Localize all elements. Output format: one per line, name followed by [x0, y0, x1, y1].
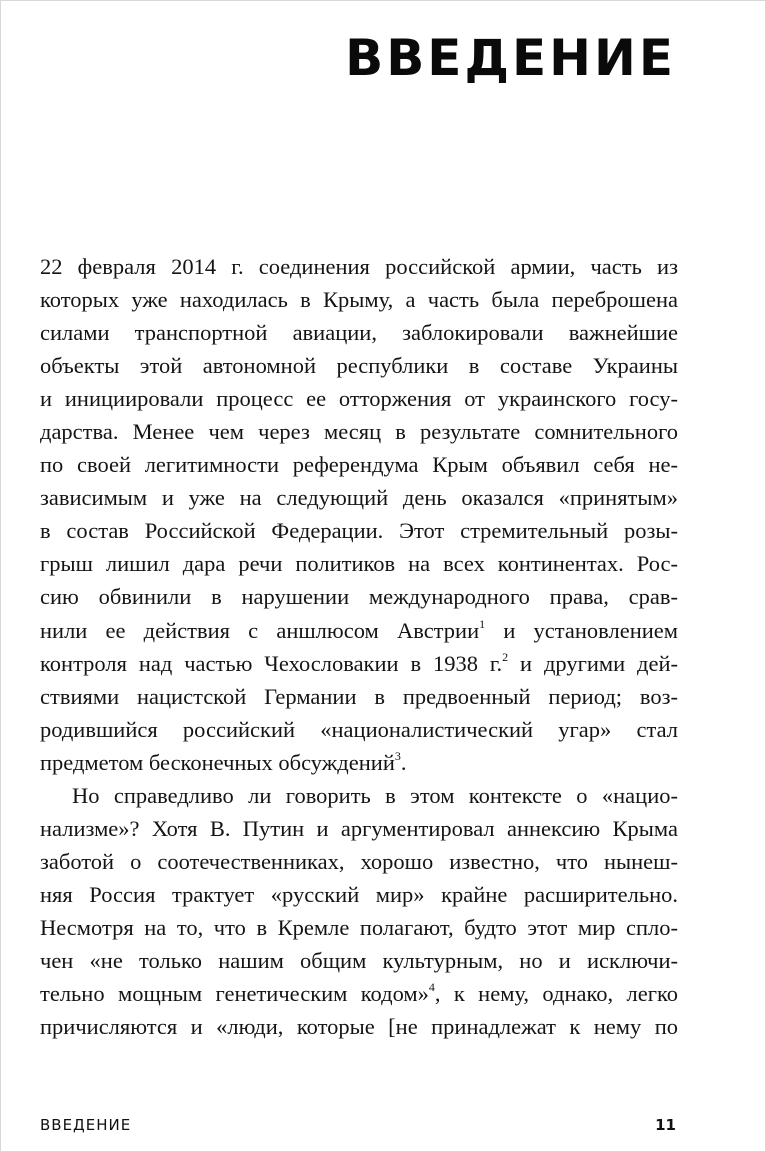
- text-segment: , к нему, однако, легко: [434, 981, 678, 1007]
- text-line: Несмотря на то, что в Кремле полагают, будто этот мир спло-: [40, 914, 678, 940]
- text-line: зависимым и уже на следующий день оказался «принятым»: [40, 485, 678, 511]
- text-segment: контроля над частью Чехословакии в 1938 г.: [40, 650, 503, 676]
- chapter-title: ВВЕДЕНИЕ: [345, 29, 676, 87]
- footnote-ref[interactable]: 1: [479, 616, 486, 631]
- text-line: сию обвинили в нарушении международного права, срав-: [40, 584, 678, 610]
- text-line: объекты этой автономной республики в составе Украины: [40, 353, 678, 379]
- page-number: 11: [655, 1116, 676, 1134]
- text-line: причисляются и «люди, которые [не принадлежат к нему по: [40, 1014, 678, 1040]
- footnote-ref[interactable]: 2: [502, 649, 509, 664]
- body-text: [40, 250, 678, 1043]
- text-segment: и установлением: [503, 617, 679, 643]
- text-line: чен «не только нашим общим культурным, но и исключи-: [40, 947, 678, 973]
- text-segment: нили ее действия с аншлюсом Австрии: [40, 617, 480, 643]
- text-line: нализме»? Хотя В. Путин и аргументировал аннексию Крыма: [40, 815, 678, 841]
- text-segment: тельно мощным генетическим кодом»: [40, 981, 429, 1007]
- text-line: няя Россия трактует «русский мир» крайне расширительно.: [40, 881, 678, 907]
- text-line: по своей легитимности референдума Крым объявил себя не-: [40, 452, 678, 478]
- running-head: ВВЕДЕНИЕ: [40, 1116, 132, 1134]
- text-segment: предметом бесконечных обсуждений: [40, 749, 395, 775]
- text-line: и инициировали процесс ее отторжения от украинского госу-: [40, 386, 678, 412]
- text-line: 22 февраля 2014 г. соединения российской армии, часть из: [40, 254, 678, 279]
- text-line: предметом бесконечных обсуждений$^3$.: [40, 748, 407, 775]
- text-line: в состав Российской Федерации. Этот стремительный розы-: [40, 518, 678, 544]
- text-segment: и другими дей-: [520, 650, 679, 676]
- text-line: дарства. Менее чем через месяц в результате сомнительного: [40, 419, 678, 445]
- footnote-ref[interactable]: 4: [428, 980, 435, 995]
- text-line: [40, 614, 678, 647]
- text-line: [40, 647, 678, 680]
- text-line: грыш лишил дара речи политиков на всех континентах. Рос-: [40, 551, 678, 577]
- text-line: [40, 977, 678, 1010]
- footnote-ref[interactable]: 3: [394, 748, 401, 763]
- text-line: родившийся российский «националистический угар» стал: [40, 716, 678, 742]
- text-line: силами транспортной авиации, заблокировали важнейшие: [40, 320, 678, 346]
- text-line: ствиями нацистской Германии в предвоенный период; воз-: [40, 683, 678, 709]
- text-line: заботой о соотечественниках, хорошо известно, что нынеш-: [40, 848, 678, 874]
- text-line: которых уже находилась в Крыму, а часть была переброшена: [40, 287, 678, 313]
- text-line: Но справедливо ли говорить в этом контексте о «нацио-: [72, 782, 678, 808]
